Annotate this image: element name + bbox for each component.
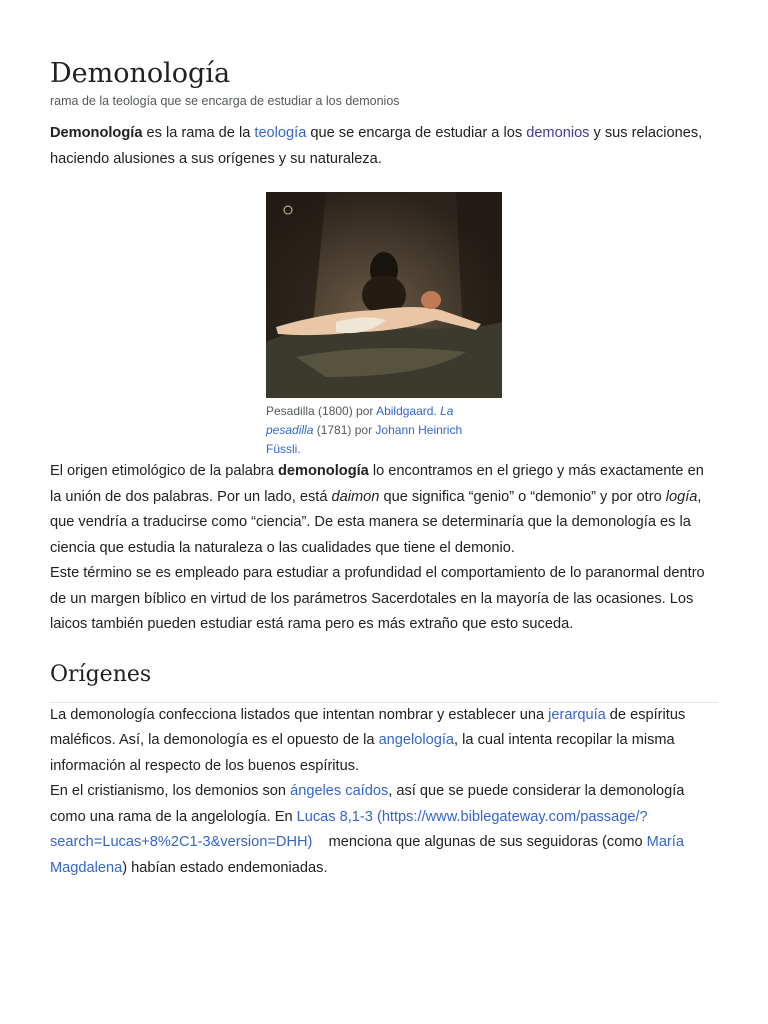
link-abildgaard[interactable]: Abildgaard bbox=[376, 404, 434, 418]
intro-text-1: es la rama de la bbox=[142, 125, 255, 141]
page-subtitle: rama de la teología que se encarga de estudiar a los demonios bbox=[50, 94, 400, 108]
link-jerarquia[interactable]: jerarquía bbox=[548, 706, 606, 723]
intro-text-3: y sus relaciones, haciendo alusiones a sus orígenes y su naturaleza. bbox=[50, 125, 703, 167]
link-la-pesadilla[interactable]: La pesadilla bbox=[266, 404, 454, 437]
christianity-text-4: ) habían estado endemoniadas. bbox=[122, 859, 328, 876]
usage-paragraph: Este término se es empleado para estudiar a profundidad el comportamiento de lo paranormal dentro de un margen bíblico en virtud de los parámetros Sacerdotales en la mayoría de las ocasiones. Los laicos también pueden estudiar está rama pero es más extraño que esto suceda. bbox=[50, 565, 705, 632]
etymology-italic-logia: logía bbox=[665, 488, 698, 505]
caption-text-2: . bbox=[433, 404, 441, 418]
link-lucas[interactable]: Lucas 8,1-3 (https://www.biblegateway.com/passage/?search=Lucas+8%2C1-3&version=DHH) bbox=[50, 808, 648, 850]
section-heading-origenes: Orígenes bbox=[50, 661, 718, 703]
christianity-text-3: menciona que algunas de sus seguidoras (como bbox=[312, 834, 647, 850]
etymology-bold-term: demonología bbox=[277, 463, 369, 479]
etymology-text-2: lo encontramos en el griego y más exactamente en la unión de dos palabras. Por un lado, está bbox=[50, 463, 704, 505]
hierarchy-text-1: La demonología confecciona listados que intentan nombrar y establecer una bbox=[50, 706, 549, 723]
etymology-text-1: El origen etimológico de la palabra bbox=[50, 463, 278, 479]
caption-text-3: (1781) por bbox=[313, 423, 376, 437]
link-teologia[interactable]: teología bbox=[254, 125, 307, 141]
hierarchy-paragraph bbox=[50, 703, 718, 780]
caption-text-1: Pesadilla (1800) por bbox=[266, 404, 377, 418]
link-angelologia[interactable]: angelología bbox=[378, 732, 455, 748]
link-angeles-caidos[interactable]: ángeles caídos bbox=[290, 783, 389, 799]
figure-caption bbox=[266, 402, 481, 459]
etymology-paragraph bbox=[50, 459, 718, 561]
hierarchy-text-3: , la cual intenta recopilar la misma información al respecto de los buenos espíritus. bbox=[50, 732, 675, 774]
link-demonios[interactable]: demonios bbox=[526, 125, 590, 141]
christianity-text-1: En el cristianismo, los demonios son bbox=[50, 783, 291, 799]
link-maria-magdalena[interactable]: María Magdalena bbox=[50, 834, 684, 876]
hierarchy-text-2: de espíritus maléficos. Así, la demonología es el opuesto de la bbox=[50, 706, 686, 748]
link-fussli[interactable]: Johann Heinrich Füssli bbox=[266, 423, 463, 456]
figure bbox=[266, 192, 502, 459]
christianity-text-2: , así que se puede considerar la demonología como una rama de la angelología. En bbox=[50, 783, 685, 825]
intro-bold-term: Demonología bbox=[50, 125, 143, 141]
intro-text-2: que se encarga de estudiar a los bbox=[306, 125, 527, 141]
etymology-text-3: que significa “genio” o “demonio” y por otro bbox=[379, 488, 666, 505]
page-title: Demonología bbox=[50, 58, 231, 89]
intro-paragraph bbox=[50, 121, 718, 172]
etymology-text-4: , que vendría a traducirse como “ciencia”. De esta manera se determinaría que la demonología es la ciencia que estudia la naturaleza o las cualidades que tiene el demonio. bbox=[50, 488, 702, 556]
christianity-paragraph bbox=[50, 779, 718, 881]
painting-image[interactable] bbox=[266, 192, 502, 398]
caption-text-4: . bbox=[297, 442, 301, 456]
etymology-italic-daimon: daimon bbox=[331, 488, 380, 505]
